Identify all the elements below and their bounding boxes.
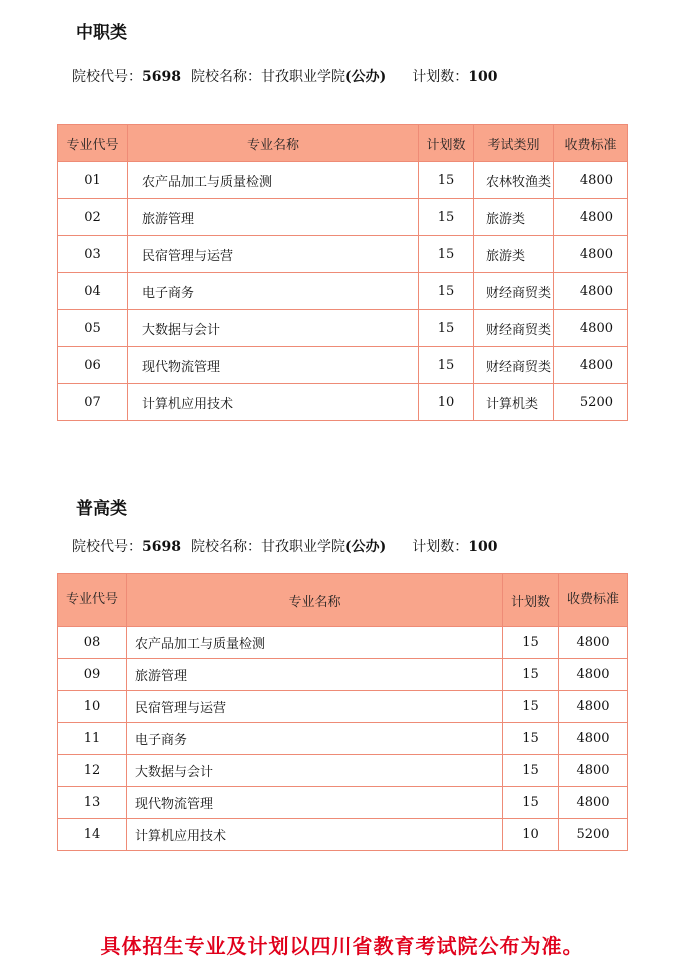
major-code: 03 bbox=[58, 236, 128, 273]
plan-count: 15 bbox=[419, 236, 474, 273]
major-code: 09 bbox=[58, 659, 127, 691]
header-major-name: 专业名称 bbox=[127, 574, 503, 627]
tuition: 4800 bbox=[559, 691, 628, 723]
major-name: 现代物流管理 bbox=[127, 787, 503, 819]
header-exam-category: 考试类别 bbox=[474, 125, 554, 162]
table-row bbox=[58, 236, 628, 273]
tuition: 4800 bbox=[554, 162, 628, 199]
table-row bbox=[58, 819, 628, 851]
major-code: 04 bbox=[58, 273, 128, 310]
major-name: 电子商务 bbox=[128, 273, 419, 310]
plan-count: 15 bbox=[419, 347, 474, 384]
major-name: 大数据与会计 bbox=[127, 755, 503, 787]
plan-count: 15 bbox=[503, 755, 559, 787]
school-type: (公办) bbox=[344, 539, 387, 555]
major-name: 计算机应用技术 bbox=[127, 819, 503, 851]
table-row bbox=[58, 659, 628, 691]
school-name: 甘孜职业学院 bbox=[260, 539, 345, 555]
header-major-name: 专业名称 bbox=[128, 125, 419, 162]
table-row bbox=[58, 384, 628, 421]
plan-count: 100 bbox=[468, 69, 498, 85]
major-code: 10 bbox=[58, 691, 127, 723]
table-row bbox=[58, 755, 628, 787]
school-type: (公办) bbox=[344, 69, 387, 85]
tuition: 4800 bbox=[559, 787, 628, 819]
header-major-code: 专业代号 bbox=[58, 125, 128, 162]
header-major-code: 专业代号 bbox=[58, 574, 127, 627]
major-code: 14 bbox=[58, 819, 127, 851]
major-name: 农产品加工与质量检测 bbox=[128, 162, 419, 199]
table-row bbox=[58, 273, 628, 310]
tuition: 5200 bbox=[559, 819, 628, 851]
tuition: 4800 bbox=[559, 659, 628, 691]
header-tuition: 收费标准 bbox=[559, 574, 628, 627]
major-code: 01 bbox=[58, 162, 128, 199]
exam-category: 旅游类 bbox=[474, 236, 554, 273]
tuition: 4800 bbox=[554, 199, 628, 236]
plan-count: 100 bbox=[468, 539, 498, 555]
major-name: 电子商务 bbox=[127, 723, 503, 755]
school-code-label: 院校代号： bbox=[72, 539, 142, 555]
tuition: 4800 bbox=[559, 627, 628, 659]
header-tuition: 收费标准 bbox=[554, 125, 628, 162]
plan-count: 10 bbox=[503, 819, 559, 851]
section-title-secondary-vocational: 中职类 bbox=[76, 23, 127, 43]
table-header-row bbox=[58, 574, 628, 627]
plan-count: 15 bbox=[503, 627, 559, 659]
major-code: 06 bbox=[58, 347, 128, 384]
major-name: 计算机应用技术 bbox=[128, 384, 419, 421]
table-row bbox=[58, 162, 628, 199]
plan-count: 10 bbox=[419, 384, 474, 421]
exam-category: 计算机类 bbox=[474, 384, 554, 421]
major-code: 05 bbox=[58, 310, 128, 347]
exam-category: 财经商贸类 bbox=[474, 273, 554, 310]
tuition: 4800 bbox=[554, 310, 628, 347]
exam-category: 财经商贸类 bbox=[474, 347, 554, 384]
school-code: 5698 bbox=[142, 539, 181, 555]
major-code: 11 bbox=[58, 723, 127, 755]
table-row bbox=[58, 627, 628, 659]
tuition: 4800 bbox=[554, 273, 628, 310]
plan-count: 15 bbox=[503, 723, 559, 755]
table-row bbox=[58, 310, 628, 347]
table-row bbox=[58, 199, 628, 236]
plan-count-label: 计划数： bbox=[412, 539, 469, 555]
major-name: 大数据与会计 bbox=[128, 310, 419, 347]
plan-count-label: 计划数： bbox=[412, 69, 469, 85]
exam-category: 农林牧渔类 bbox=[474, 162, 554, 199]
plan-count: 15 bbox=[419, 162, 474, 199]
plan-count: 15 bbox=[503, 787, 559, 819]
section-title-general-high-school: 普高类 bbox=[76, 499, 127, 519]
school-info-line bbox=[72, 536, 497, 556]
table-header-row bbox=[58, 125, 628, 162]
major-name: 民宿管理与运营 bbox=[127, 691, 503, 723]
school-name-label: 院校名称： bbox=[190, 539, 261, 555]
major-name: 现代物流管理 bbox=[128, 347, 419, 384]
tuition: 4800 bbox=[559, 723, 628, 755]
plan-count: 15 bbox=[503, 659, 559, 691]
exam-category: 旅游类 bbox=[474, 199, 554, 236]
school-name: 甘孜职业学院 bbox=[260, 69, 345, 85]
plan-count: 15 bbox=[419, 199, 474, 236]
header-plan-count: 计划数 bbox=[419, 125, 474, 162]
plan-count: 15 bbox=[503, 691, 559, 723]
major-code: 12 bbox=[58, 755, 127, 787]
exam-category: 财经商贸类 bbox=[474, 310, 554, 347]
school-info-line bbox=[72, 66, 497, 86]
tuition: 4800 bbox=[554, 236, 628, 273]
tuition: 5200 bbox=[554, 384, 628, 421]
major-code: 08 bbox=[58, 627, 127, 659]
table-row bbox=[58, 787, 628, 819]
table-row bbox=[58, 691, 628, 723]
table-row bbox=[58, 723, 628, 755]
major-code: 07 bbox=[58, 384, 128, 421]
school-code-label: 院校代号： bbox=[72, 69, 142, 85]
header-plan-count: 计划数 bbox=[503, 574, 559, 627]
school-code: 5698 bbox=[142, 69, 181, 85]
major-code: 02 bbox=[58, 199, 128, 236]
school-name-label: 院校名称： bbox=[190, 69, 261, 85]
major-name: 民宿管理与运营 bbox=[128, 236, 419, 273]
plan-count: 15 bbox=[419, 273, 474, 310]
plan-count: 15 bbox=[419, 310, 474, 347]
majors-table-general-high-school bbox=[57, 573, 628, 851]
major-code: 13 bbox=[58, 787, 127, 819]
table-row bbox=[58, 347, 628, 384]
major-name: 旅游管理 bbox=[127, 659, 503, 691]
majors-table-secondary-vocational bbox=[57, 124, 628, 421]
admission-notice: 具体招生专业及计划以四川省教育考试院公布为准。 bbox=[100, 934, 584, 958]
tuition: 4800 bbox=[554, 347, 628, 384]
tuition: 4800 bbox=[559, 755, 628, 787]
major-name: 旅游管理 bbox=[128, 199, 419, 236]
major-name: 农产品加工与质量检测 bbox=[127, 627, 503, 659]
